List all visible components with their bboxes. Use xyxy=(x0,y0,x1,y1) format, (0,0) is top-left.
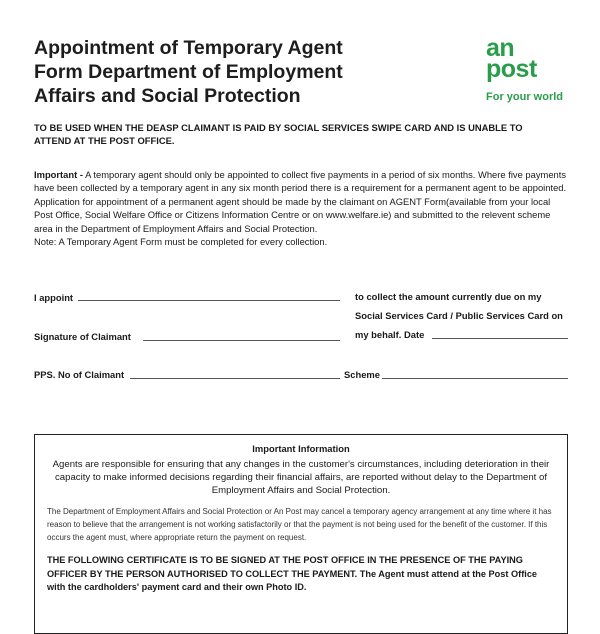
logo-wordmark xyxy=(486,34,576,83)
scheme-label: Scheme xyxy=(344,369,380,380)
pps-number-field[interactable] xyxy=(130,378,340,379)
an-post-logo xyxy=(486,34,576,103)
collect-line-1: to collect the amount currently due on my xyxy=(355,291,542,302)
important-note: Note: A Temporary Agent Form must be completed for every collection. xyxy=(34,236,328,248)
certificate-instruction: THE FOLLOWING CERTIFICATE IS TO BE SIGNED AT THE POST OFFICE IN THE PRESENCE OF THE PAYING OFFICER BY THE PERSON AUTHORISED TO COLLECT THE PAYMENT. The Agent must attend at the Post Office with the cardholders' payment card and their own Photo ID. xyxy=(47,555,538,592)
logo-word-an: an xyxy=(486,34,515,62)
signature-label: Signature of Claimant xyxy=(34,331,131,342)
important-paragraph xyxy=(34,168,570,248)
page-title xyxy=(34,36,434,108)
usage-instruction: TO BE USED WHEN THE DEASP CLAIMANT IS PAID BY SOCIAL SERVICES SWIPE CARD AND IS UNABLE TO ATTEND AT THE POST OFFICE. xyxy=(34,122,523,146)
title-line-3: Affairs and Social Protection xyxy=(34,85,301,107)
logo-tagline: For your world xyxy=(486,91,563,103)
collect-line-2: Social Services Card / Public Services Card on xyxy=(355,310,563,321)
collect-line-3: my behalf. Date xyxy=(355,329,425,340)
info-box-note: The Department of Employment Affairs and Social Protection or An Post may cancel a temporary agency arrangement at any time where it has reason to believe that the arrangement is not working satisfactorily or that the payment is not being used for the benefit of the customer. If this occurs the agent must, where appropriate return the payment on request. xyxy=(47,507,552,542)
scheme-field[interactable] xyxy=(382,378,568,379)
important-information-box xyxy=(34,434,568,634)
title-line-1: Appointment of Temporary Agent xyxy=(34,37,343,59)
pps-label: PPS. No of Claimant xyxy=(34,369,125,380)
info-box-title: Important Information xyxy=(252,443,350,454)
important-label: Important - xyxy=(34,169,83,180)
important-text: A temporary agent should only be appointed to collect five payments in a period of six months. Where five payments have been collected by a temporary agent in any six month period there is a requirement for a permanent agent to be appointed. Application for appointment of a permanent agent should be made by the claimant on AGENT Form(available from your local Post Office, Social Welfare Office or Citizens Information Centre or on www.welfare.ie) and submitted to the relevent scheme area in the Department of Employment Affairs and Social Protection. xyxy=(34,169,567,234)
title-line-2: Form Department of Employment xyxy=(34,61,343,83)
appoint-label: I appoint xyxy=(34,292,74,303)
logo-word-post: post xyxy=(486,55,537,83)
info-box-body: Agents are responsible for ensuring that any changes in the customer's circumstances, including deterioration in their capacity to make informed decisions regarding their financial affairs, are reported without delay to the Department of Employment Affairs and Social Protection. xyxy=(52,459,550,496)
date-field[interactable] xyxy=(432,338,568,339)
signature-field[interactable] xyxy=(143,340,340,341)
collect-statement xyxy=(355,287,575,344)
appoint-name-field[interactable] xyxy=(78,300,340,301)
